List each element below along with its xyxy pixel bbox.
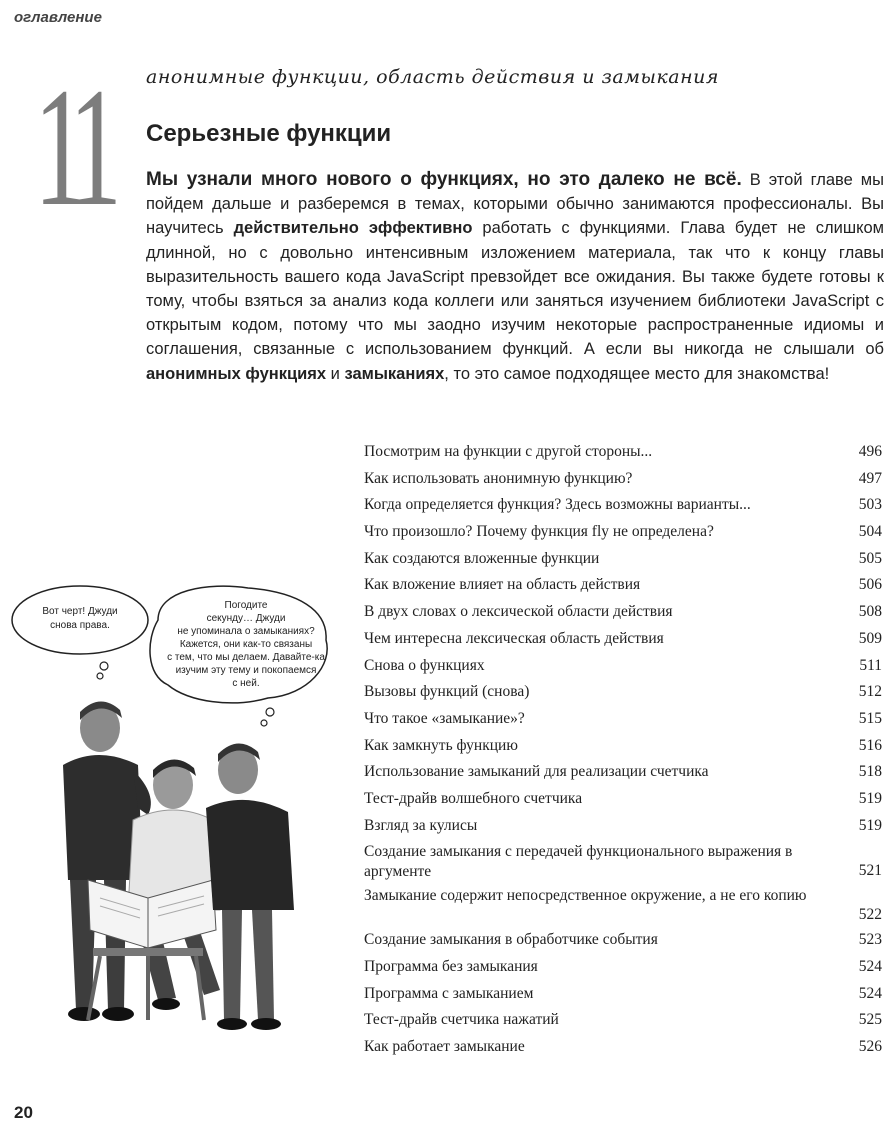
intro-bold: действительно эффективно <box>233 219 473 238</box>
toc-entry-title: Тест-драйв счетчика нажатий <box>364 1011 559 1029</box>
intro-bold: анонимных функциях <box>146 364 327 383</box>
stool <box>88 948 204 1020</box>
toc-entry[interactable] <box>364 762 882 789</box>
thought-bubble-right <box>150 586 327 726</box>
table-of-contents <box>364 442 882 1064</box>
bubble-right-line: секунду… Джуди <box>206 613 286 624</box>
toc-entry-page: 496 <box>858 443 882 460</box>
section-label: оглавление <box>14 9 102 26</box>
toc-entry[interactable] <box>364 1010 882 1037</box>
toc-entry-page: 511 <box>859 656 882 674</box>
intro-text: , то это самое подходящее место для знакомства! <box>444 364 830 383</box>
toc-entry-title: В двух словах о лексической области действия <box>364 603 673 621</box>
toc-entry[interactable] <box>364 842 882 886</box>
toc-entry-page: 526 <box>858 1038 882 1056</box>
toc-entry-page: 503 <box>858 496 882 514</box>
toc-entry[interactable] <box>364 957 882 984</box>
intro-text: работать с функциями. Глава будет не слишком длинной, но с довольно интенсивным изложением материала, так что к концу главы выразительность вашего кода JavaScript превзойдет все ожидания. Вы также будете готовы к тому, чтобы взяться за анализ кода коллеги или заняться изучением библиотеки JavaScript с открытым кодом, потому что мы заодно изучим некоторые распространенные идиомы и соглашения, связанные с использованием функций. А если вы никогда не слышали об <box>146 219 885 359</box>
toc-entry-title: Посмотрим на функции с другой стороны... <box>364 443 653 460</box>
bubble-right-line: с ней. <box>232 678 260 689</box>
toc-entry-title: Вызовы функций (снова) <box>364 683 530 701</box>
toc-entry-title: Создание замыкания с передачей функционального выражения в аргументе <box>364 843 793 881</box>
bubble-right-line: Погодите <box>224 600 268 611</box>
toc-entry[interactable] <box>364 522 882 549</box>
toc-entry-title: Как создаются вложенные функции <box>364 549 600 567</box>
toc-entry-page: 497 <box>858 469 882 487</box>
chapter-number: 11 <box>34 53 109 241</box>
toc-entry-page: 506 <box>858 576 882 594</box>
toc-entry-title: Как использовать анонимную функцию? <box>364 469 633 487</box>
toc-entry[interactable] <box>364 886 882 930</box>
toc-entry-page: 522 <box>858 906 882 924</box>
three-people-illustration <box>8 580 348 1060</box>
toc-entry-page: 523 <box>858 931 882 949</box>
chapter-handwritten-title: анонимные функции, область действия и замыкания <box>146 66 719 88</box>
toc-entry[interactable] <box>364 575 882 602</box>
toc-entry[interactable] <box>364 816 882 843</box>
chapter-intro <box>146 168 884 386</box>
toc-entry[interactable] <box>364 656 882 683</box>
intro-lead: Мы узнали много нового о функциях, но это далеко не всё. <box>146 169 742 190</box>
bubble-right-line: с тем, что мы делаем. Давайте-ка <box>167 652 325 663</box>
bubble-right-line: изучим эту тему и покопаемся <box>175 665 317 676</box>
bubble-left-line: снова права. <box>50 620 110 631</box>
toc-entry[interactable] <box>364 1037 882 1064</box>
toc-entry-page: 524 <box>858 984 882 1002</box>
toc-entry-title: Создание замыкания в обработчике события <box>364 931 658 949</box>
toc-entry-title: Использование замыканий для реализации счетчика <box>364 763 709 781</box>
thought-bubble-left <box>12 586 148 679</box>
toc-entry[interactable] <box>364 736 882 763</box>
toc-entry-title: Что произошло? Почему функция fly не определена? <box>364 523 714 541</box>
toc-entry[interactable] <box>364 442 882 469</box>
toc-entry[interactable] <box>364 789 882 816</box>
toc-entry-title: Тест-драйв волшебного счетчика <box>364 789 583 807</box>
intro-text: и <box>326 364 345 383</box>
toc-entry-title: Как работает замыкание <box>364 1038 525 1056</box>
toc-entry-title: Когда определяется функция? Здесь возможны варианты... <box>364 496 751 514</box>
toc-entry[interactable] <box>364 602 882 629</box>
toc-entry-page: 508 <box>858 603 882 621</box>
toc-entry[interactable] <box>364 682 882 709</box>
toc-entry-page: 505 <box>858 549 882 567</box>
toc-entry-title: Снова о функциях <box>364 656 485 674</box>
person-right <box>206 743 294 1030</box>
page-number: 20 <box>14 1103 33 1122</box>
toc-entry-page: 518 <box>858 763 882 781</box>
toc-entry-title: Как замкнуть функцию <box>364 736 518 754</box>
toc-entry[interactable] <box>364 469 882 496</box>
toc-entry-title: Как вложение влияет на область действия <box>364 576 641 594</box>
toc-entry[interactable] <box>364 549 882 576</box>
toc-entry[interactable] <box>364 495 882 522</box>
toc-entry-page: 504 <box>858 523 882 541</box>
toc-entry[interactable] <box>364 984 882 1011</box>
chapter-title: Серьезные функции <box>146 120 392 147</box>
toc-entry-title: Программа с замыканием <box>364 984 534 1002</box>
toc-entry-title: Чем интересна лексическая область действия <box>364 629 664 647</box>
toc-entry-title: Что такое «замыкание»? <box>364 709 525 727</box>
toc-entry-page: 516 <box>858 736 882 754</box>
toc-entry[interactable] <box>364 629 882 656</box>
toc-entry-page: 524 <box>858 958 882 975</box>
toc-entry-page: 512 <box>858 683 882 701</box>
bubble-left-line: Вот черт! Джуди <box>42 606 118 617</box>
toc-entry-title: Замыкание содержит непосредственное окружение, а не его копию <box>364 887 807 905</box>
toc-entry-page: 515 <box>858 709 882 727</box>
toc-entry-page: 519 <box>858 789 882 807</box>
toc-entry-page: 519 <box>858 816 882 834</box>
bubble-right-line: Кажется, они как-то связаны <box>179 639 313 650</box>
toc-entry[interactable] <box>364 709 882 736</box>
toc-entry-title: Взгляд за кулисы <box>364 816 478 834</box>
toc-entry-page: 525 <box>858 1011 882 1029</box>
intro-bold: замыканиях <box>344 364 445 383</box>
toc-entry-page: 521 <box>858 862 882 880</box>
toc-entry-title: Программа без замыкания <box>364 958 538 975</box>
bubble-right-line: не упоминала о замыканиях? <box>177 626 315 637</box>
toc-entry-page: 509 <box>858 629 882 647</box>
intro-text: В этой главе мы пойдем дальше и разберемся в темах, которыми обычно занимаются профессионалы. Вы научитесь <box>146 171 884 238</box>
toc-entry[interactable] <box>364 930 882 957</box>
